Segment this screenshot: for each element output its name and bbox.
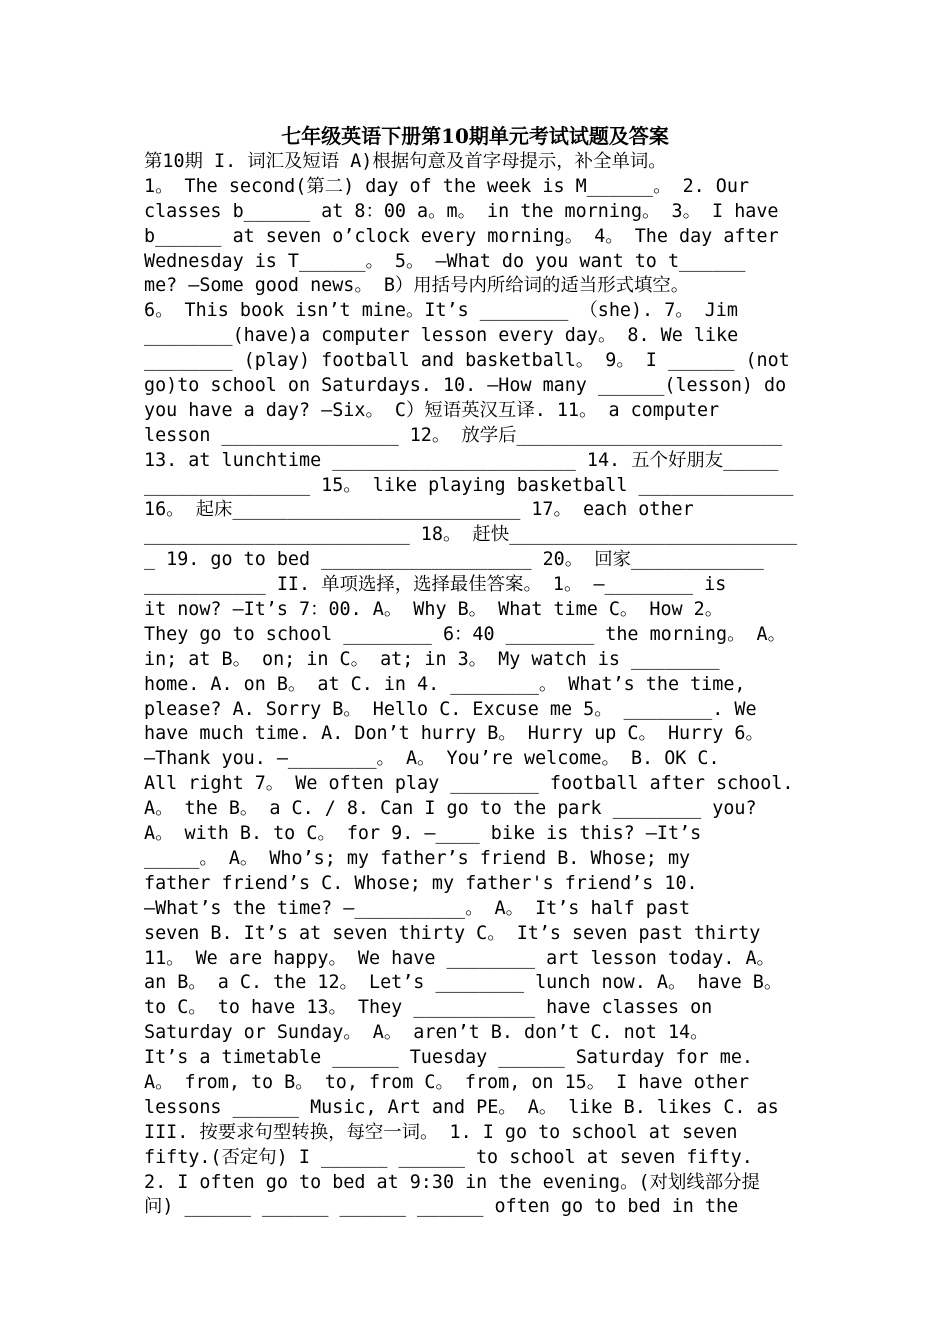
text-line: Wednesday is T______。 5。 —What do you want to t______ bbox=[144, 250, 746, 272]
text-line: 11。 We are happy。 We have ________ art lesson today. A。 bbox=[144, 947, 775, 969]
text-line: 6。 This book isn’t mine。It’s ________ （she). 7。 Jim bbox=[144, 300, 738, 322]
text-line: it now? —It’s 7：00. A。 Why B。 What time C。 How 2。 bbox=[144, 599, 724, 621]
text-line: It’s a timetable ______ Tuesday ______ Saturday for me. bbox=[144, 1047, 753, 1069]
text-line: home. A. on B。 at C. in 4. ________。 What’s the time, bbox=[144, 673, 746, 695]
text-line: b______ at seven o’clock every morning。 4。 The day after bbox=[144, 225, 779, 247]
text-line: Saturday or Sunday。 A。 aren’t B. don’t C. not 14。 bbox=[144, 1022, 709, 1044]
text-line: III. 按要求句型转换，每空一词。 1. I go to school at seven bbox=[144, 1121, 738, 1143]
text-line: you have a day? —Six。 C）短语英汉互译. 11。 a computer bbox=[144, 399, 720, 421]
text-line: 第10期 I. 词汇及短语 A)根据句意及首字母提示，补全单词。 bbox=[144, 151, 667, 172]
text-line: _____。 A。 Who’s; my father’s friend B. Whose; my bbox=[144, 847, 691, 869]
text-line: 问) ______ ______ ______ ______ often go to bed in the bbox=[144, 1196, 739, 1218]
text-line: ________ (play) football and basketball。 9。 I ______ (not bbox=[144, 350, 790, 372]
text-line: A。 from, to B。 to, from C。 from, on 15。 I have other bbox=[144, 1071, 750, 1093]
text-line: to C。 to have 13。 They ___________ have classes on bbox=[144, 997, 713, 1019]
text-line: lessons ______ Music, Art and PE。 A。 like B. likes C. as bbox=[144, 1096, 779, 1118]
text-line: seven B. It’s at seven thirty C。 It’s seven past thirty bbox=[144, 922, 761, 944]
text-line: an B。 a C. the 12。 Let’s ________ lunch now. A。 have B。 bbox=[144, 972, 783, 994]
text-line: —What’s the time? —__________。 A。 It’s half past bbox=[144, 897, 691, 919]
text-line: A。 the B。 a C. / 8. Can I go to the park ________ you? bbox=[144, 798, 757, 820]
text-line: in; at B。 on; in C。 at; in 3。 My watch is ________ bbox=[144, 648, 720, 670]
text-line: classes b______ at 8：00 a。m。 in the morning。 3。 I have bbox=[144, 200, 779, 222]
text-line: _______________ 15。 like playing basketball ______________ bbox=[144, 474, 794, 496]
text-line: All right 7。 We often play ________ football after school. bbox=[144, 773, 794, 795]
text-line: ________(have)a computer lesson every day。 8. We like bbox=[144, 325, 739, 347]
document-body bbox=[144, 150, 809, 1220]
text-line: _ 19. go to bed ___________________ 20。 回家____________ bbox=[144, 549, 764, 571]
text-line: go)to school on Saturdays. 10. —How many ______(lesson) do bbox=[144, 375, 787, 397]
text-line: ___________ II. 单项选择，选择最佳答案。 1。 —________ is bbox=[144, 574, 727, 596]
text-line: me? —Some good news。 B）用括号内所给词的适当形式填空。 bbox=[144, 275, 690, 297]
text-line: A。 with B. to C。 for 9. —____ bike is this? —It’s bbox=[144, 823, 702, 845]
document-title: 七年级英语下册第10期单元考试试题及答案 bbox=[281, 124, 669, 148]
text-line: lesson ________________ 12。 放学后________________________ bbox=[144, 424, 783, 446]
text-line: fifty.(否定句) I ______ ______ to school at seven fifty. bbox=[144, 1146, 753, 1168]
text-line: 1。 The second(第二) day of the week is M______。 2. Our bbox=[144, 175, 750, 197]
text-line: please? A. Sorry B。 Hello C. Excuse me 5。 ________. We bbox=[144, 698, 757, 720]
text-line: ________________________ 18。 赶快__________________________ bbox=[144, 524, 798, 546]
text-line: have much time. A. Don’t hurry B。 Hurry up C。 Hurry 6。 bbox=[144, 723, 764, 745]
text-line: They go to school ________ 6：40 ________ the morning。 A。 bbox=[144, 623, 786, 645]
text-line: 2. I often go to bed at 9:30 in the evening。(对划线部分提 bbox=[144, 1171, 760, 1193]
text-line: 13. at lunchtime ______________________ 14. 五个好朋友_____ bbox=[144, 449, 779, 471]
text-line: 16。 起床__________________________ 17。 each other bbox=[144, 499, 694, 521]
text-line: father friend’s C. Whose; my father's friend’s 10. bbox=[144, 872, 698, 894]
text-line: —Thank you. —________。 A。 You’re welcome。 B. OK C. bbox=[144, 748, 720, 770]
